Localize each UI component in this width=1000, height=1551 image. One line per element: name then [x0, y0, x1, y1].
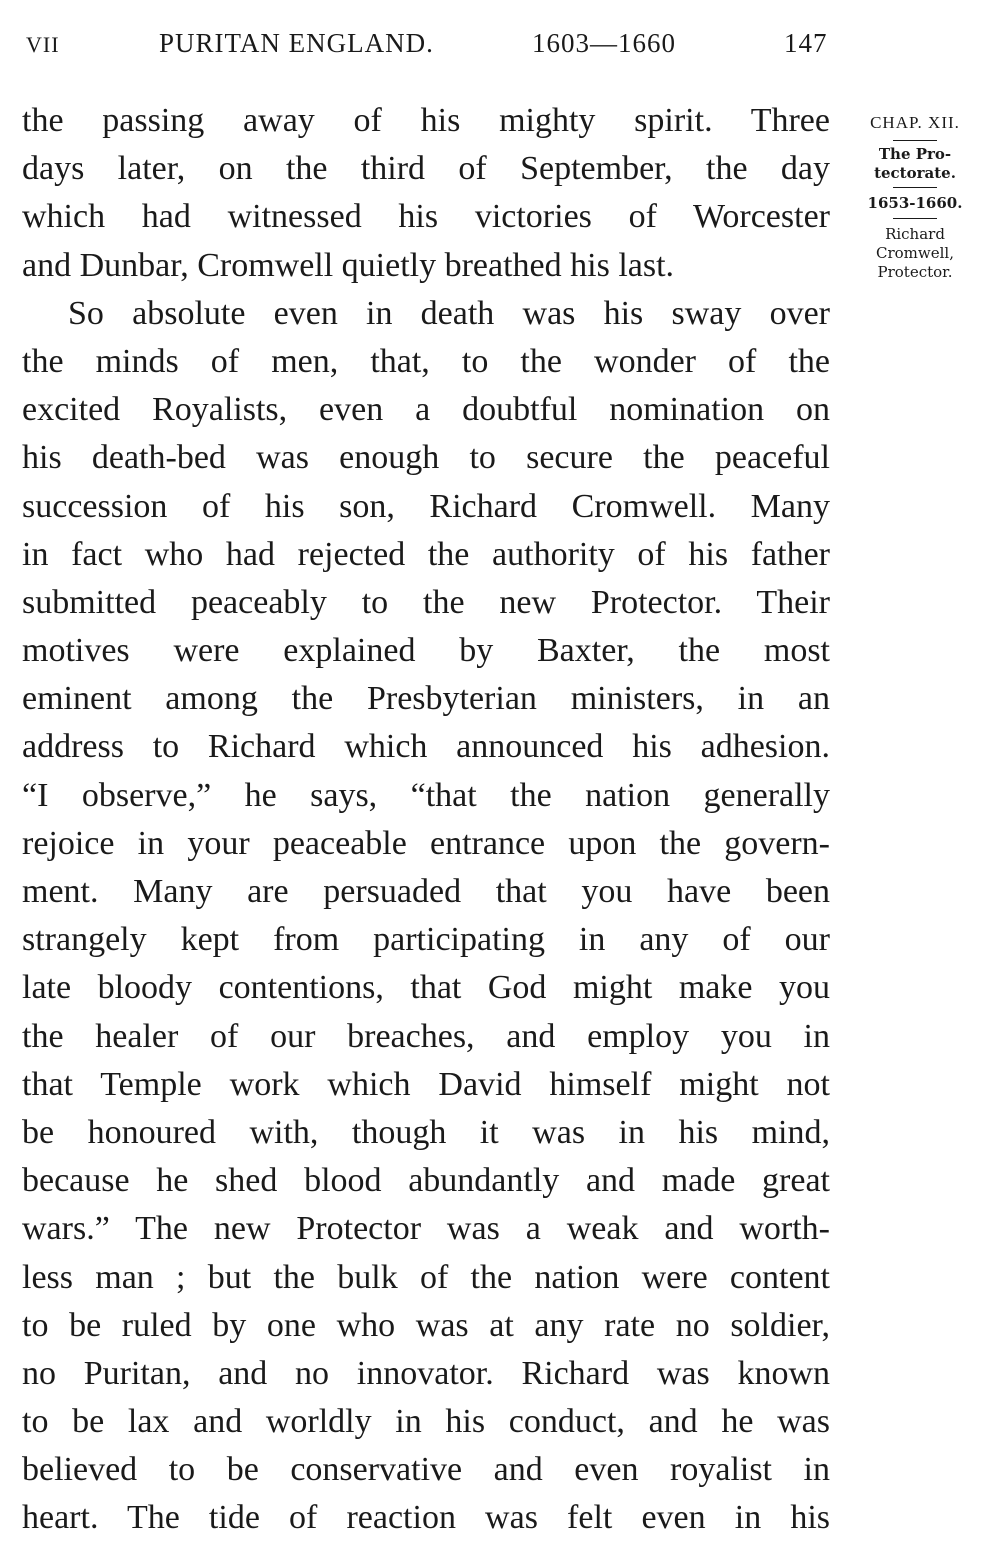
paragraph-start-line: So absolute even in death was his sway over [68, 294, 830, 332]
text-line: late bloody contentions, that God might make you [22, 969, 830, 1007]
text-line: less man ; but the bulk of the nation were content [22, 1258, 830, 1296]
text-line: “I observe,” he says, “that the nation generally [22, 776, 830, 814]
text-line: the passing away of his mighty spirit. Three [22, 102, 830, 139]
text-line: his death-bed was enough to secure the peaceful [22, 439, 830, 477]
body-text [22, 97, 830, 1543]
text-line: address to Richard which announced his adhesion. [22, 728, 830, 766]
page-number: 147 [784, 28, 828, 58]
text-line: strangely kept from participating in any of our [22, 921, 830, 959]
margin-rule [893, 218, 937, 219]
text-line: believed to be conservative and even royalist in [22, 1451, 830, 1489]
text-line: be honoured with, though it was in his mind, [22, 1113, 830, 1151]
text-line: eminent among the Presbyterian ministers, in an [22, 680, 830, 718]
margin-years: 1653-1660. [867, 194, 963, 212]
margin-chapter: CHAP. XII. [870, 113, 960, 132]
margin-rule [893, 187, 937, 188]
text-line: the minds of men, that, to the wonder of the [22, 342, 830, 380]
text-line: which had witnessed his victories of Worcester [22, 198, 830, 236]
margin-subtopic-line-3: Protector. [877, 263, 953, 281]
text-line: succession of his son, Richard Cromwell. Many [22, 487, 830, 525]
chapter-numeral: VII [26, 32, 60, 57]
text-line: that Temple work which David himself might not [22, 1065, 830, 1103]
margin-notes [846, 110, 984, 282]
text-line: the healer of our breaches, and employ you in [22, 1017, 830, 1055]
text-line: submitted peaceably to the new Protector. Their [22, 583, 830, 621]
text-line: ment. Many are persuaded that you have been [22, 873, 830, 910]
running-dates: 1603—1660 [532, 28, 676, 58]
text-line: because he shed blood abundantly and made great [22, 1162, 830, 1200]
margin-topic-line-2: tectorate. [874, 164, 956, 182]
running-title: PURITAN ENGLAND. [159, 28, 434, 58]
text-line: wars.” The new Protector was a weak and worth- [22, 1210, 830, 1248]
running-head [22, 28, 830, 64]
text-line: rejoice in your peaceable entrance upon the govern- [22, 824, 830, 862]
text-line: to be lax and worldly in his conduct, and he was [22, 1403, 830, 1441]
margin-rule [893, 140, 937, 141]
text-line: to be ruled by one who was at any rate no soldier, [22, 1306, 830, 1344]
text-line: no Puritan, and no innovator. Richard was known [22, 1354, 830, 1392]
text-line: motives were explained by Baxter, the most [22, 632, 830, 670]
margin-subtopic-line-2: Cromwell, [876, 244, 954, 262]
text-line: excited Royalists, even a doubtful nomination on [22, 391, 830, 429]
text-line: in fact who had rejected the authority of his father [22, 535, 830, 573]
text-line: days later, on the third of September, the day [22, 150, 830, 188]
text-line: heart. The tide of reaction was felt even in his [22, 1499, 830, 1537]
margin-topic-line-1: The Pro- [878, 145, 952, 163]
text-line: and Dunbar, Cromwell quietly breathed his last. [22, 246, 675, 284]
margin-subtopic-line-1: Richard [885, 225, 945, 243]
